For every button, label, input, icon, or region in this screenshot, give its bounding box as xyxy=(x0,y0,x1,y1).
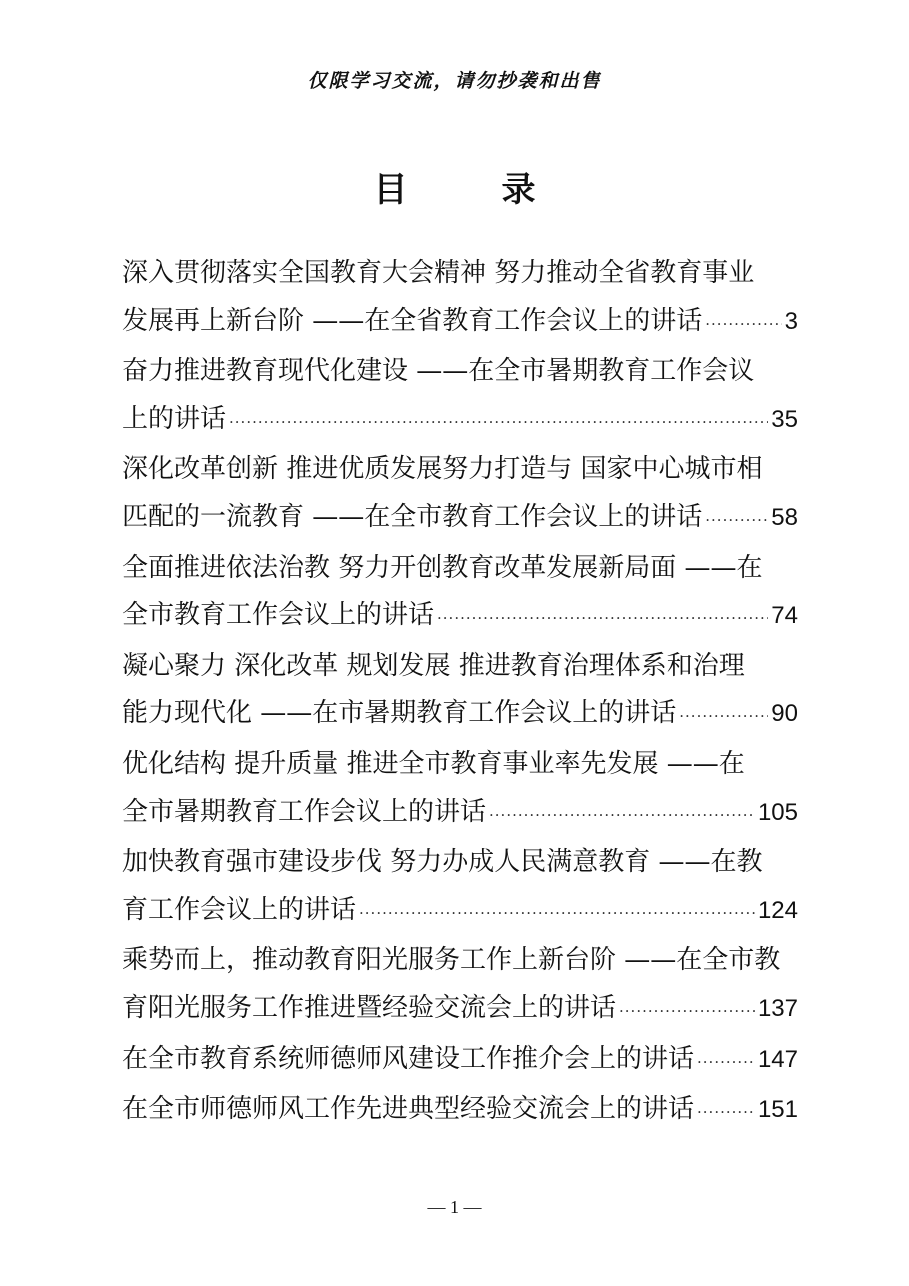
dot-leader xyxy=(679,693,768,741)
header-note: 仅限学习交流，请勿抄袭和出售 xyxy=(307,70,602,92)
toc-entry-title-text: 凝心聚力 深化改革 规划发展 推进教育治理体系和治理 xyxy=(122,650,745,681)
toc-entry-page: 124 xyxy=(757,896,798,924)
toc-entry-title-text: 发展再上新台阶 ——在全省教育工作会议上的讲话 xyxy=(122,305,703,336)
toc-entry[interactable] xyxy=(122,348,798,446)
page-number: — 1 — xyxy=(427,1197,482,1217)
toc-entry[interactable] xyxy=(122,545,798,643)
dot-leader xyxy=(705,301,781,349)
dot-leader xyxy=(359,890,755,938)
dot-leader xyxy=(697,1039,755,1087)
toc-entry-line xyxy=(122,545,798,593)
toc-entry[interactable] xyxy=(122,643,798,741)
toc-entry-page: 58 xyxy=(771,503,798,531)
toc-title: 目 录 xyxy=(373,170,566,210)
toc-entry-line xyxy=(122,690,798,741)
toc-entry-page: 105 xyxy=(757,798,798,826)
toc-entry-page: 35 xyxy=(771,405,798,433)
toc-entry[interactable] xyxy=(122,446,798,544)
toc-entry-title-text: 深入贯彻落实全国教育大会精神 努力推动全省教育事业 xyxy=(122,258,755,288)
toc-entry-line xyxy=(122,741,798,789)
toc-entry-page: 3 xyxy=(784,307,798,335)
dot-leader xyxy=(697,1089,755,1137)
toc-entry-title-text: 育阳光服务工作推进暨经验交流会上的讲话 xyxy=(122,992,617,1023)
toc-entry-line xyxy=(122,887,798,938)
toc-entry-title-text: 优化结构 提升质量 推进全市教育事业率先发展 ——在 xyxy=(122,748,745,779)
toc-entry-page: 90 xyxy=(771,700,798,728)
toc-entry-title-text: 在全市教育系统师德师风建设工作推介会上的讲话 xyxy=(122,1043,695,1074)
toc-entry-line xyxy=(122,396,798,447)
toc-entry-title-text: 育工作会议上的讲话 xyxy=(122,894,357,925)
toc-entry-title-text: 能力现代化 ——在市暑期教育工作会议上的讲话 xyxy=(122,698,677,729)
toc-entry[interactable] xyxy=(122,839,798,937)
toc-entry-page: 74 xyxy=(771,602,798,630)
toc-entry[interactable] xyxy=(122,250,798,348)
toc-entry-title-text: 上的讲话 xyxy=(122,403,227,434)
toc-entry-line xyxy=(122,985,798,1036)
table-of-contents xyxy=(122,250,798,1137)
toc-entry[interactable] xyxy=(122,1036,798,1087)
toc-entry-line xyxy=(122,446,798,494)
dot-leader xyxy=(619,988,755,1036)
dot-leader xyxy=(229,399,768,447)
toc-entry-title-text: 匹配的一流教育 ——在全市教育工作会议上的讲话 xyxy=(122,501,703,532)
toc-entry[interactable] xyxy=(122,1086,798,1137)
toc-entry-title-text: 乘势而上，推动教育阳光服务工作上新台阶 ——在全市教 xyxy=(122,945,781,976)
toc-entry-title-text: 全市教育工作会议上的讲话 xyxy=(122,600,435,631)
dot-leader xyxy=(705,497,768,545)
toc-entry-line xyxy=(122,937,798,985)
toc-entry-page: 147 xyxy=(757,1045,798,1073)
toc-entry-title-text: 加快教育强市建设步伐 努力办成人民满意教育 ——在教 xyxy=(122,847,763,878)
toc-entry-page: 151 xyxy=(757,1096,798,1124)
toc-entry-line xyxy=(122,1036,798,1087)
toc-entry[interactable] xyxy=(122,937,798,1035)
toc-entry-title-text: 奋力推进教育现代化建设 ——在全市暑期教育工作会议 xyxy=(122,356,755,387)
toc-entry-page: 137 xyxy=(757,994,798,1022)
toc-entry-title-text: 全市暑期教育工作会议上的讲话 xyxy=(122,796,487,827)
toc-entry-title-text: 在全市师德师风工作先进典型经验交流会上的讲话 xyxy=(122,1094,695,1125)
toc-entry-title-text: 全面推进依法治教 努力开创教育改革发展新局面 ——在 xyxy=(122,552,763,583)
toc-entry-line xyxy=(122,1086,798,1137)
toc-entry-line xyxy=(122,250,798,298)
toc-entry-title-text: 深化改革创新 推进优质发展努力打造与 国家中心城市相 xyxy=(122,454,763,485)
toc-entry-line xyxy=(122,592,798,643)
toc-entry-line xyxy=(122,839,798,887)
toc-entry-line xyxy=(122,494,798,545)
toc-entry[interactable] xyxy=(122,741,798,839)
toc-entry-line xyxy=(122,348,798,396)
dot-leader xyxy=(489,792,755,840)
toc-entry-line xyxy=(122,789,798,840)
dot-leader xyxy=(437,595,768,643)
toc-entry-line xyxy=(122,298,798,349)
toc-entry-line xyxy=(122,643,798,691)
